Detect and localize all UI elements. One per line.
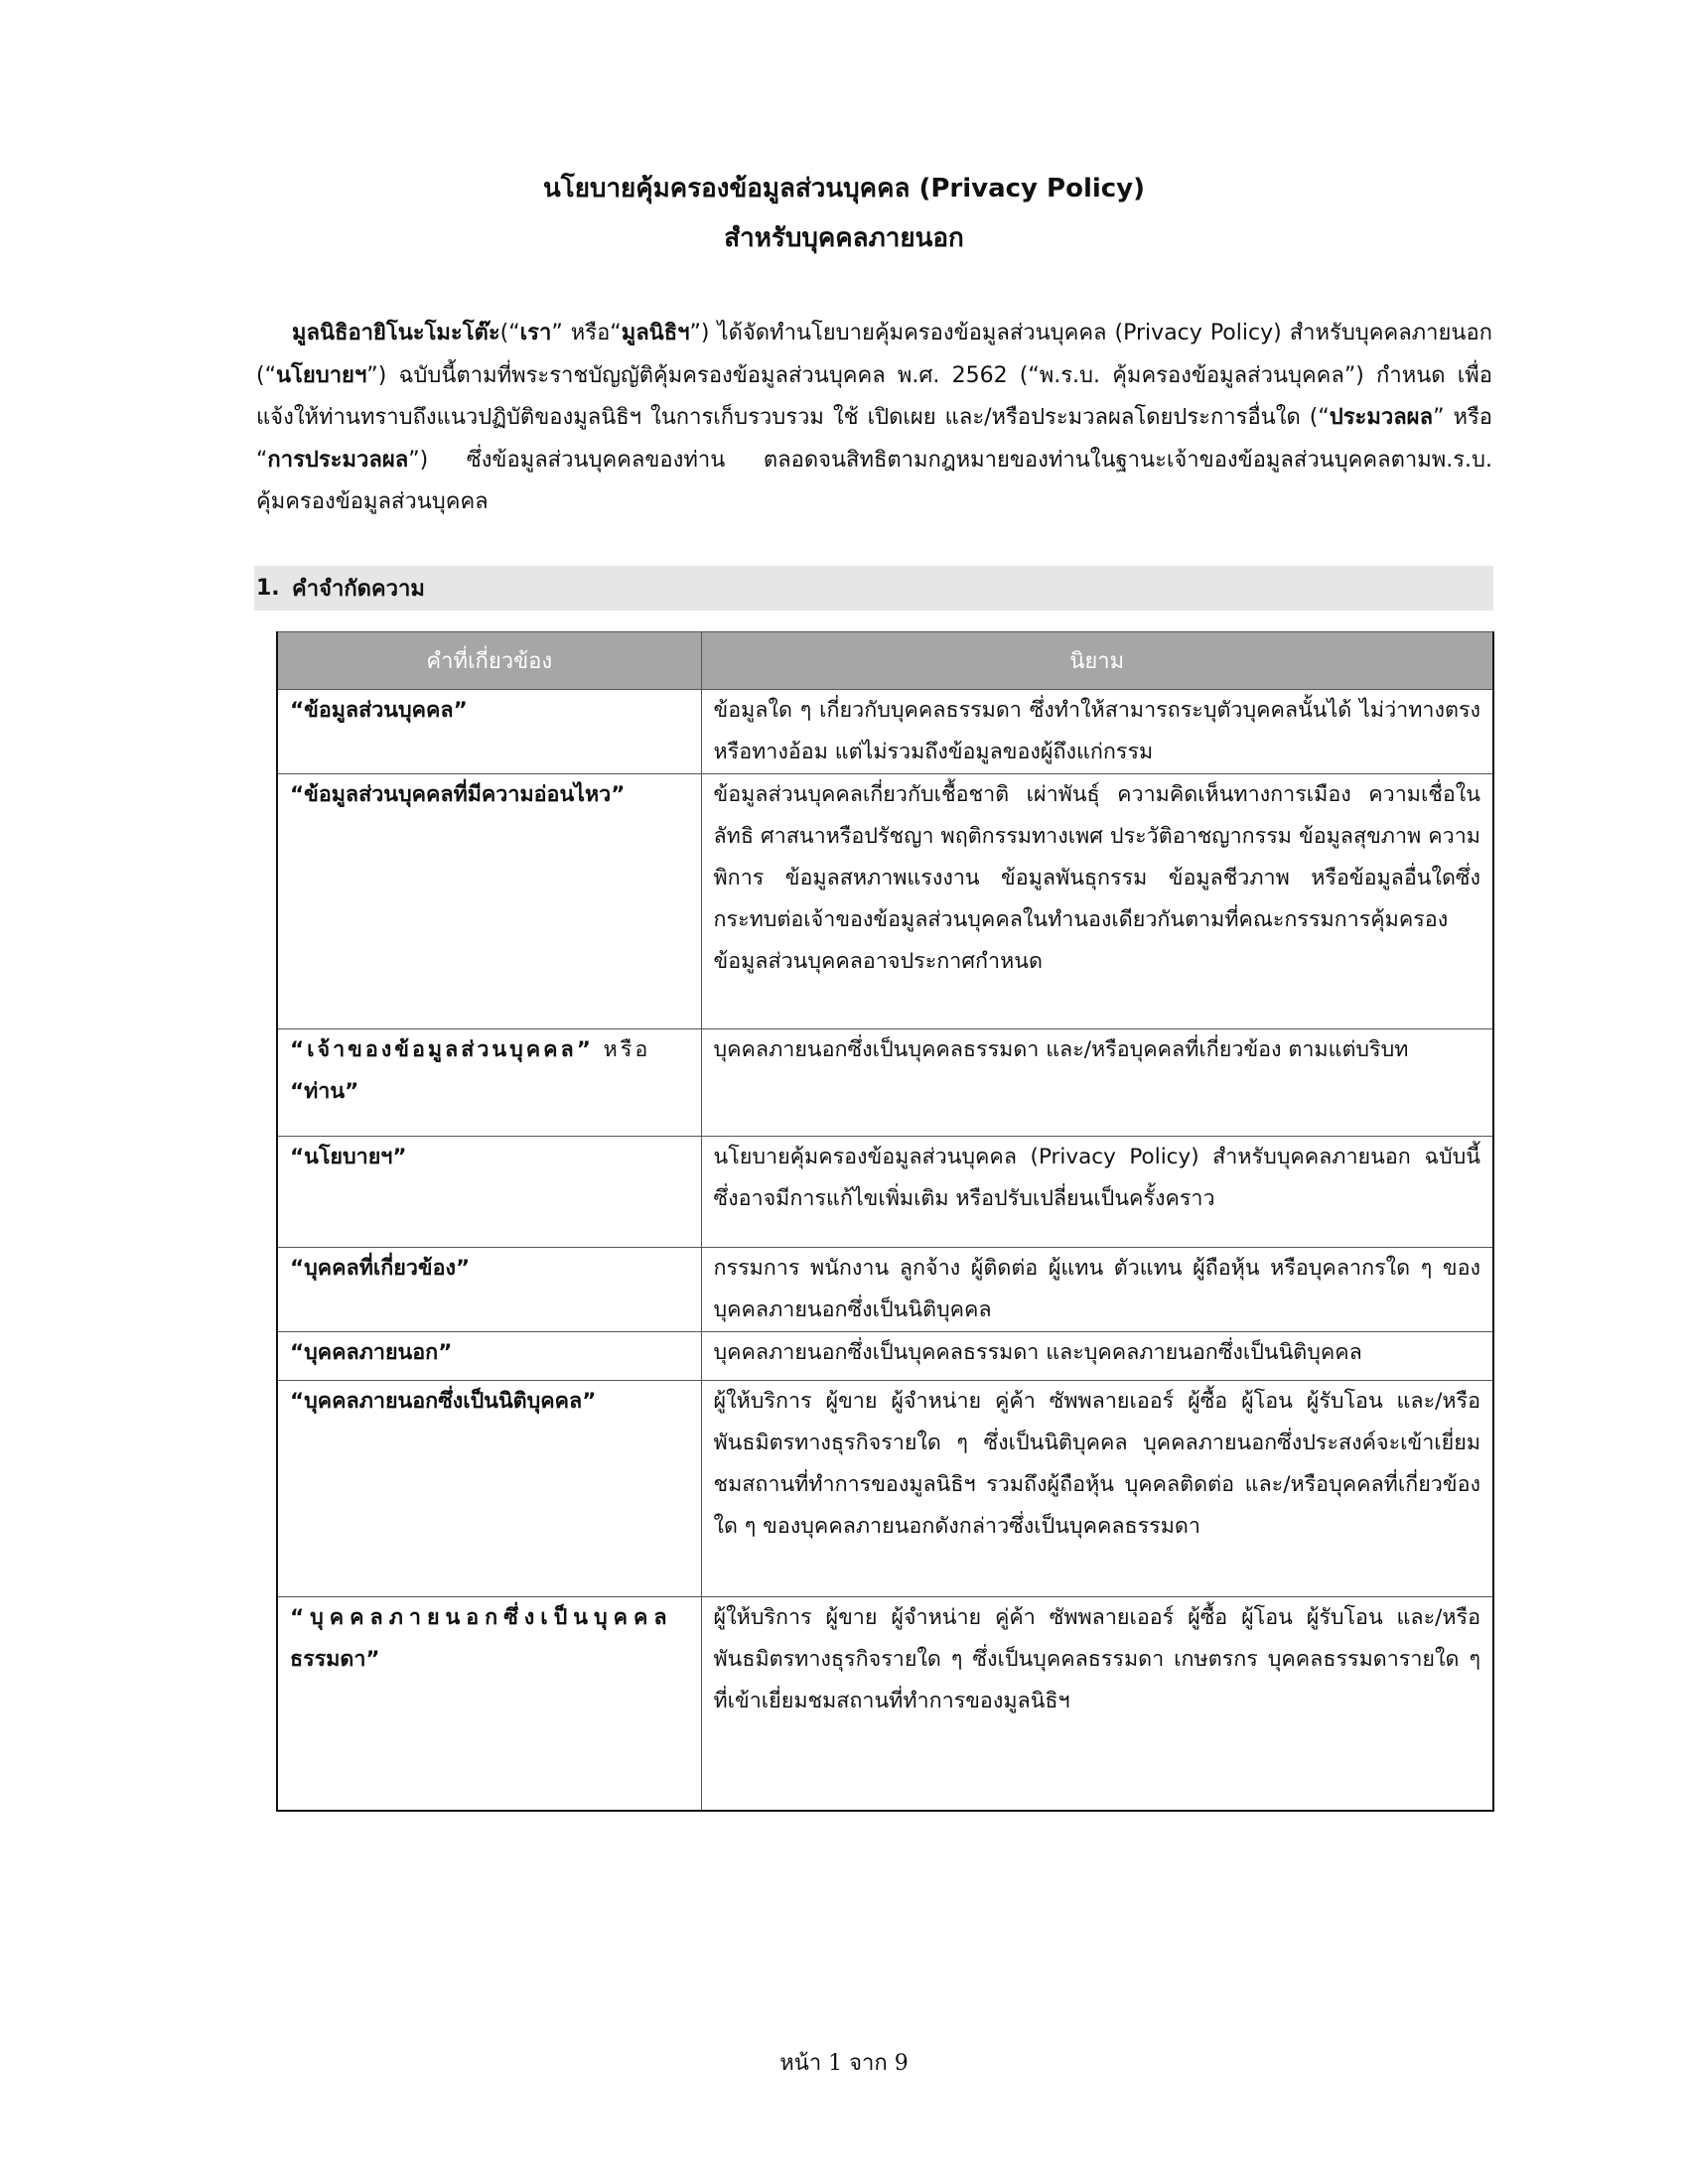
- term-text: “ข้อมูลส่วนบุคคลที่มีความอ่อนไหว”: [290, 782, 626, 807]
- definition-cell: ผู้ให้บริการ ผู้ขาย ผู้จำหน่าย คู่ค้า ซัพพลายเออร์ ผู้ซื้อ ผู้โอน ผู้รับโอน และ/หรือพันธมิตรทางธุรกิจรายใด ๆ ซึ่งเป็นบุคคลธรรมดา เกษตรกร บุคคลธรรมดารายใด ๆ ที่เข้าเยี่ยมชมสถานที่ทำการของมูลนิธิฯ: [701, 1597, 1493, 1811]
- definition-cell: กรรมการ พนักงาน ลูกจ้าง ผู้ติดต่อ ผู้แทน ตัวแทน ผู้ถือหุ้น หรือบุคลากรใด ๆ ของบุคคลภายนอกซึ่งเป็นนิติบุคคล: [701, 1248, 1493, 1332]
- term-text: “บุคคลที่เกี่ยวข้อง”: [290, 1256, 471, 1281]
- term-cell: [277, 1137, 701, 1248]
- intro-paragraph: [256, 313, 1492, 524]
- table-row: [277, 1248, 1493, 1332]
- term-cell: [277, 1597, 701, 1811]
- term-text-line2: “ท่าน”: [290, 1079, 359, 1104]
- table-row: [277, 1137, 1493, 1248]
- table-row: [277, 1381, 1493, 1597]
- term-text: “ข้อมูลส่วนบุคคล”: [290, 698, 468, 723]
- intro-text-4: ”) ฉบับนี้ตามที่พระราชบัญญัติคุ้มครองข้อมูลส่วนบุคคล พ.ศ. 2562 (“พ.ร.บ. คุ้มครองข้อมูลส่วนบุคคล”) กำหนด เพื่อแจ้งให้ท่านทราบถึงแนวปฏิบัติของมูลนิธิฯ ในการเก็บรวบรวม ใช้ เปิดเผย และ/หรือประมวลผลโดยประการอื่นใด (“: [256, 362, 1492, 430]
- table-row: [277, 1332, 1493, 1381]
- term-cell: [277, 690, 701, 774]
- document-subtitle: สำหรับบุคคลภายนอก: [724, 223, 964, 253]
- definition-cell: นโยบายคุ้มครองข้อมูลส่วนบุคคล (Privacy Policy) สำหรับบุคคลภายนอก ฉบับนี้ ซึ่งอาจมีการแก้ไขเพิ่มเติม หรือปรับเปลี่ยนเป็นครั้งคราว: [701, 1137, 1493, 1248]
- term-cell: [277, 1381, 701, 1597]
- section-title: คำจำกัดความ: [292, 577, 425, 602]
- column-header-term: คำที่เกี่ยวข้อง: [277, 632, 701, 690]
- term-text-line2: ธรรมดา”: [290, 1647, 380, 1672]
- term-text: “นโยบายฯ”: [290, 1145, 407, 1169]
- term-cell: [277, 1248, 701, 1332]
- term-cell: [277, 774, 701, 1029]
- definition-cell: ข้อมูลส่วนบุคคลเกี่ยวกับเชื้อชาติ เผ่าพันธุ์ ความคิดเห็นทางการเมือง ความเชื่อในลัทธิ ศาสนาหรือปรัชญา พฤติกรรมทางเพศ ประวัติอาชญากรรม ข้อมูลสุขภาพ ความพิการ ข้อมูลสหภาพแรงงาน ข้อมูลพันธุกรรม ข้อมูลชีวภาพ หรือข้อมูลอื่นใดซึ่งกระทบต่อเจ้าของข้อมูลส่วนบุคคลในทำนองเดียวกันตามที่คณะกรรมการคุ้มครองข้อมูลส่วนบุคคลอาจประกาศกำหนด: [701, 774, 1493, 1029]
- defined-term-policy: นโยบายฯ: [275, 362, 367, 388]
- defined-term-foundation: มูลนิธิฯ: [621, 321, 690, 345]
- defined-term-processing: การประมวลผล: [267, 447, 409, 473]
- term-text: “บุคคลภายนอกซึ่งเป็นบุคคล: [290, 1605, 673, 1630]
- document-title: นโยบายคุ้มครองข้อมูลส่วนบุคคล (Privacy Policy): [542, 174, 1146, 204]
- intro-text-1: (“: [499, 321, 520, 345]
- table-row: [277, 1597, 1493, 1811]
- intro-text-5: ” หรือ “: [256, 405, 1492, 473]
- term-text: “บุคคลภายนอกซึ่งเป็นนิติบุคคล”: [290, 1389, 597, 1414]
- term-cell: [277, 1029, 701, 1137]
- intro-text-2: ” หรือ“: [551, 321, 622, 345]
- defined-term-process: ประมวลผล: [1329, 405, 1434, 430]
- definition-cell: ข้อมูลใด ๆ เกี่ยวกับบุคคลธรรมดา ซึ่งทำให้สามารถระบุตัวบุคคลนั้นได้ ไม่ว่าทางตรงหรือทางอ้อม แต่ไม่รวมถึงข้อมูลของผู้ถึงแก่กรรม: [701, 690, 1493, 774]
- org-name: มูลนิธิอายิโนะโมะโต๊ะ: [292, 321, 500, 345]
- term-suffix: หรือ: [593, 1037, 651, 1062]
- intro-text-6: ”) ซึ่งข้อมูลส่วนบุคคลของท่าน ตลอดจนสิทธิตามกฎหมายของท่านในฐานะเจ้าของข้อมูลส่วนบุคคลตามพ.ร.บ. คุ้มครองข้อมูลส่วนบุคคล: [256, 447, 1492, 514]
- section-1-heading: [254, 566, 1493, 611]
- table-header-row: [277, 632, 1493, 690]
- table-row: [277, 1029, 1493, 1137]
- page-number: หน้า 1 จาก 9: [779, 2051, 909, 2076]
- definition-cell: ผู้ให้บริการ ผู้ขาย ผู้จำหน่าย คู่ค้า ซัพพลายเออร์ ผู้ซื้อ ผู้โอน ผู้รับโอน และ/หรือพันธมิตรทางธุรกิจรายใด ๆ ซึ่งเป็นนิติบุคคล บุคคลภายนอกซึ่งประสงค์จะเข้าเยี่ยมชมสถานที่ทำการของมูลนิธิฯ รวมถึงผู้ถือหุ้น บุคคลติดต่อ และ/หรือบุคคลที่เกี่ยวข้องใด ๆ ของบุคคลภายนอกดังกล่าวซึ่งเป็นบุคคลธรรมดา: [701, 1381, 1493, 1597]
- section-number: 1.: [256, 576, 280, 601]
- defined-term-we: เรา: [519, 321, 552, 345]
- definition-cell: บุคคลภายนอกซึ่งเป็นบุคคลธรรมดา และ/หรือบุคคลที่เกี่ยวข้อง ตามแต่บริบท: [701, 1029, 1493, 1137]
- term-text: “เจ้าของข้อมูลส่วนบุคคล”: [290, 1037, 594, 1062]
- intro-text-3: ”) ได้จัดทำนโยบายคุ้มครองข้อมูลส่วนบุคคล (Privacy Policy) สำหรับบุคคลภายนอก (“: [256, 321, 1492, 388]
- table-row: [277, 690, 1493, 774]
- definition-cell: บุคคลภายนอกซึ่งเป็นบุคคลธรรมดา และบุคคลภายนอกซึ่งเป็นนิติบุคคล: [701, 1332, 1493, 1381]
- term-cell: [277, 1332, 701, 1381]
- term-text: “บุคคลภายนอก”: [290, 1340, 453, 1365]
- column-header-definition: นิยาม: [701, 632, 1493, 690]
- definitions-table: [276, 631, 1494, 1812]
- table-row: [277, 774, 1493, 1029]
